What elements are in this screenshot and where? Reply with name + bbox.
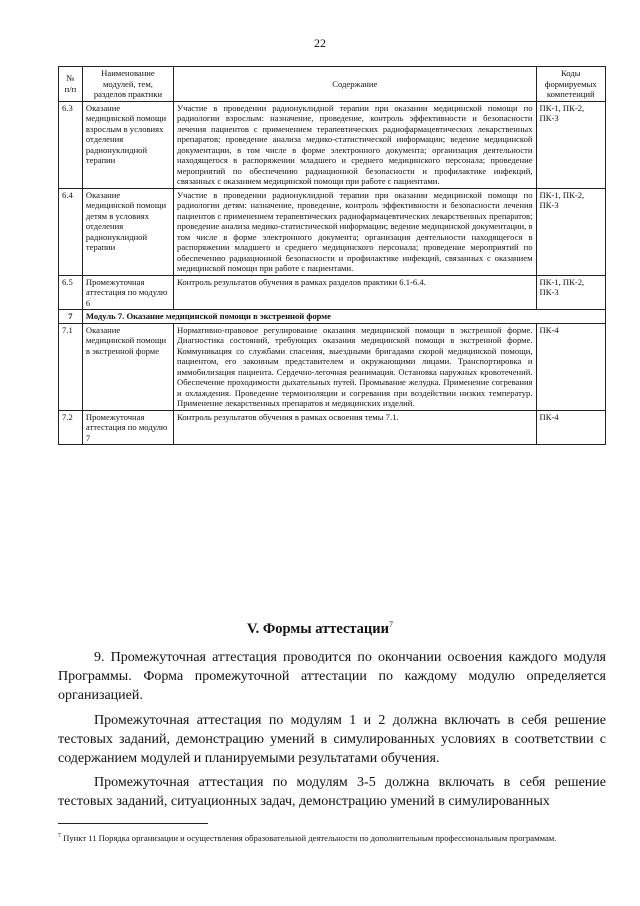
curriculum-table — [58, 66, 606, 445]
row-content: Контроль результатов обучения в рамках освоения темы 7.1. — [174, 410, 536, 445]
row-codes: ПК-4 — [536, 323, 605, 410]
row-codes: ПК-1, ПК-2, ПК-3 — [536, 188, 605, 275]
section-title — [0, 620, 640, 638]
footnote-mark: 7 — [58, 833, 61, 839]
row-name: Промежуточная аттестация по модулю 7 — [82, 410, 173, 445]
row-codes: ПК-4 — [536, 410, 605, 445]
footnote-text: Пункт 11 Порядка организации и осуществления образовательной деятельности по дополнительным профессиональным программам. — [63, 832, 557, 843]
row-num: 6.5 — [59, 275, 83, 310]
row-num: 6.3 — [59, 101, 83, 188]
header-content: Содержание — [174, 67, 536, 102]
row-codes: ПК-1, ПК-2, ПК-3 — [536, 275, 605, 310]
footnote-divider — [58, 823, 208, 824]
footnote — [58, 830, 606, 844]
row-num: 6.4 — [59, 188, 83, 275]
table-header-row — [59, 67, 606, 102]
table-row — [59, 188, 606, 275]
row-name: Оказание медицинской помощи детям в условиях отделения радионуклидной терапии — [82, 188, 173, 275]
section-title-text: V. Формы аттестации — [246, 620, 389, 637]
module-heading-row — [59, 310, 606, 324]
row-content: Участие в проведении радионуклидной терапии при оказании медицинской помощи по радиологии детям: назначение, проведение, контроль эффективности и безопасности лечения пациентов с применением терапевтических радиофармацевтических лекарственных препаратов; проведение анализа медико-статистической информации; ведение медицинской документации, в том числе в форме электронного документа; организация деятельности находящегося в распоряжении младшего и среднего медицинского персонала; проведение мероприятий по обеспечению радиационной безопасности и профилактике инфекций, связанных с оказанием медицинской помощи при работе с пациентами. — [174, 188, 536, 275]
row-content: Нормативно-правовое регулирование оказания медицинской помощи в экстренной форме. Диагностика состояний, требующих оказания медицинской помощи в экстренной форме. Коммуникация со службами спасения, выездными бригадами скорой медицинской помощи, пациентом, его законным представителем и окружающими лицами. Транспортировка и иммобилизация пациента. Сердечно-легочная реанимация. Остановка наружных кровотечений. Обеспечение проходимости дыхательных путей. Промывание желудка. Применение согревания и охлаждения. Проведение термоизоляции и согревания при воздействии низких температур. Применение лекарственных препаратов и медицинских изделий. — [174, 323, 536, 410]
row-num: 7.2 — [59, 410, 83, 445]
body-text — [58, 648, 606, 817]
table-row — [59, 323, 606, 410]
page-number: 22 — [314, 36, 326, 50]
row-name: Промежуточная аттестация по модулю 6 — [82, 275, 173, 310]
row-codes: ПК-1, ПК-2, ПК-3 — [536, 101, 605, 188]
header-codes: Коды формируемых компетенций — [536, 67, 605, 102]
row-name: Оказание медицинской помощи в экстренной форме — [82, 323, 173, 410]
header-name: Наименование модулей, тем, разделов практики — [82, 67, 173, 102]
row-content: Участие в проведении радионуклидной терапии при оказании медицинской помощи по радиологии взрослым: назначение, проведение, контроль эффективности и безопасности лечения пациентов с применением терапевтических радиофармацевтических лекарственных препаратов; проведение анализа медико-статистической информации; ведение медицинской документации, в том числе в форме электронного документа; организация деятельности находящегося в распоряжении младшего и среднего медицинского персонала; проведение мероприятий по обеспечению радиационной безопасности и профилактике инфекций, связанных с оказанием медицинской помощи при работе с пациентами. — [174, 101, 536, 188]
row-num: 7.1 — [59, 323, 83, 410]
module-num: 7 — [59, 310, 83, 324]
paragraph: 9. Промежуточная аттестация проводится по окончании освоения каждого модуля Программы. Форма промежуточной аттестации по каждому модулю определяется организацией. — [58, 650, 606, 704]
table-row — [59, 275, 606, 310]
row-name: Оказание медицинской помощи взрослым в условиях отделения радионуклидной терапии — [82, 101, 173, 188]
header-num: № п/п — [59, 67, 83, 102]
module-title: Модуль 7. Оказание медицинской помощи в экстренной форме — [82, 310, 605, 324]
paragraph: Промежуточная аттестация по модулям 1 и 2 должна включать в себя решение тестовых заданий, демонстрацию умений в симулированных условиях в соответствии с содержанием модулей и планируемыми результатами обучения. — [58, 712, 606, 767]
footnote-reference: 7 — [389, 620, 393, 629]
row-content: Контроль результатов обучения в рамках разделов практики 6.1-6.4. — [174, 275, 536, 310]
paragraph: Промежуточная аттестация по модулям 3-5 должна включать в себя решение тестовых заданий, ситуационных задач, демонстрацию умений в симулированных — [58, 775, 606, 810]
table-row — [59, 101, 606, 188]
table-row — [59, 410, 606, 445]
